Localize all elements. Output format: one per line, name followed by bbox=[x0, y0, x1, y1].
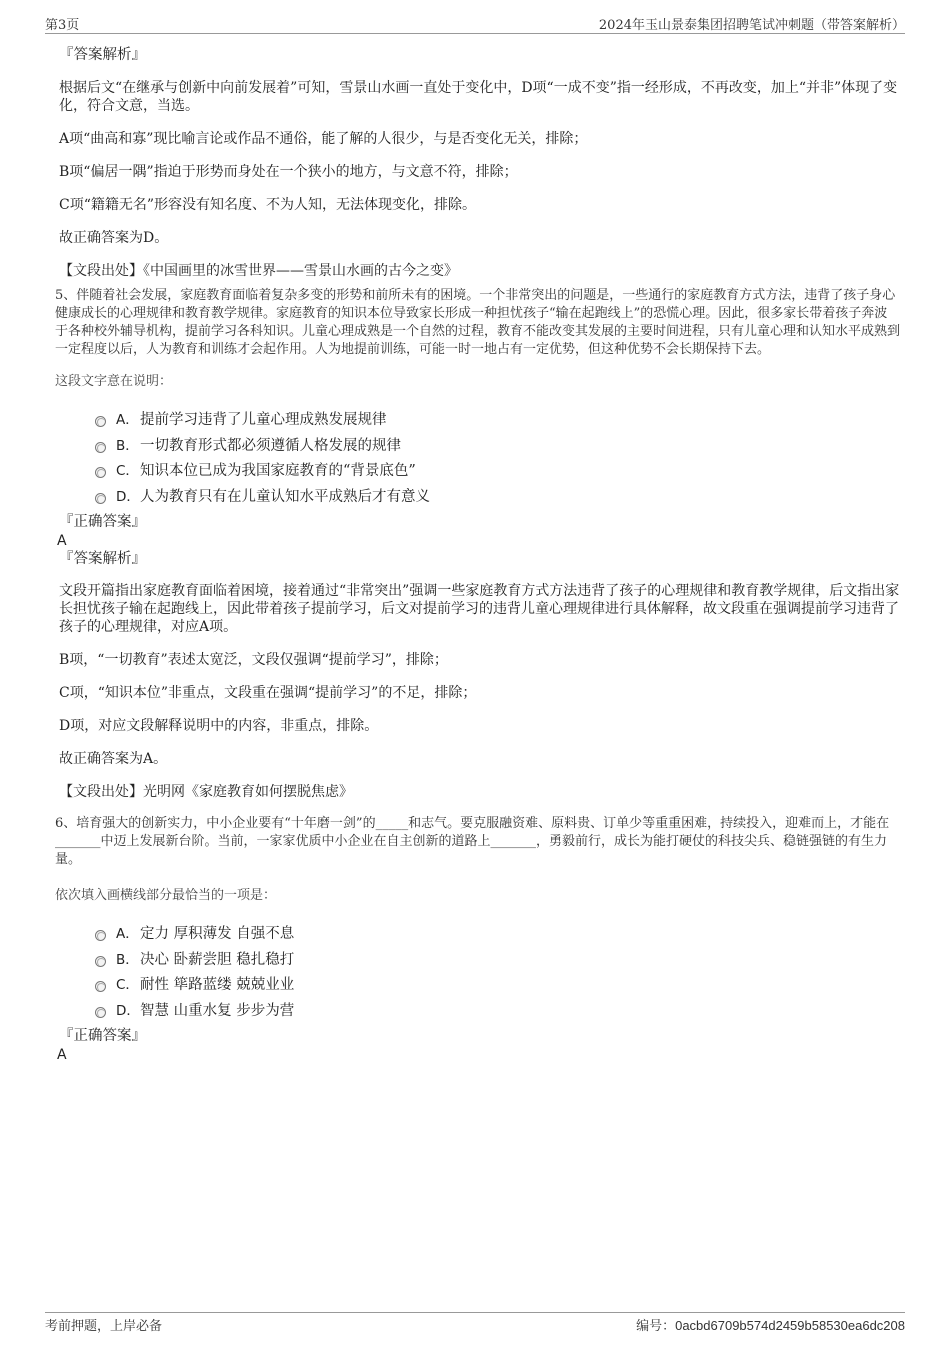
option-d[interactable]: D．智慧 山重水复 步步为营 bbox=[95, 1002, 900, 1028]
page-header bbox=[45, 14, 905, 34]
document-title: 2024年玉山景泰集团招聘笔试冲刺题（带答案解析） bbox=[598, 18, 905, 33]
option-list bbox=[95, 411, 900, 513]
correct-answer: A bbox=[57, 1047, 67, 1063]
question-prompt: 这段文字意在说明： bbox=[55, 374, 173, 389]
question-stem: 6、培育强大的创新实力，中小企业要有“十年磨一剑”的_____和志气。要克服融资难、原料贵、订单少等重重困难，持续投入，迎难而上，才能在_______中迈上发展新台阶。当前，一家家优质中小企业在自主创新的道路上_______，勇毅前行，成长为能打硬仗的科技尖兵、稳链强链的有生力量。 bbox=[55, 816, 890, 867]
analysis-paragraph: 根据后文“在继承与创新中向前发展着”可知，雪景山水画一直处于变化中，D项“一成不变”指一经形成，不再改变，加上“并非”体现了变化，符合文意，当选。 bbox=[59, 80, 898, 114]
analysis-conclusion: 故正确答案为D。 bbox=[59, 230, 169, 246]
correct-answer-tag: 『正确答案』 bbox=[59, 1028, 146, 1044]
radio-button[interactable] bbox=[95, 981, 106, 992]
footer-slogan: 考前押题，上岸必备 bbox=[45, 1319, 163, 1334]
page-number: 第3页 bbox=[45, 18, 80, 33]
option-list bbox=[95, 925, 900, 1027]
analysis-conclusion: 故正确答案为A。 bbox=[59, 751, 168, 767]
option-b[interactable]: B．决心 卧薪尝胆 稳扎稳打 bbox=[95, 951, 900, 977]
analysis-option-c: C项，“知识本位”非重点，文段重在强调“提前学习”的不足，排除； bbox=[59, 685, 477, 701]
option-d[interactable]: D．人为教育只有在儿童认知水平成熟后才有意义 bbox=[95, 488, 900, 514]
correct-answer-tag: 『正确答案』 bbox=[59, 514, 146, 530]
page-footer bbox=[45, 1312, 905, 1334]
analysis-tag: 『答案解析』 bbox=[59, 551, 146, 567]
blank-2: _______ bbox=[55, 834, 101, 849]
analysis-option-c: C项“籍籍无名”形容没有知名度、不为人知，无法体现变化，排除。 bbox=[59, 197, 477, 213]
source-citation: 【文段出处】光明网《家庭教育如何摆脱焦虑》 bbox=[59, 784, 353, 800]
radio-button[interactable] bbox=[95, 416, 106, 427]
source-citation: 【文段出处】《中国画里的冰雪世界——雪景山水画的古今之变》 bbox=[59, 263, 458, 279]
radio-button[interactable] bbox=[95, 467, 106, 478]
analysis-option-b: B项，“一切教育”表述太宽泛，文段仅强调“提前学习”，排除； bbox=[59, 652, 448, 668]
option-c[interactable]: C．耐性 筚路蓝缕 兢兢业业 bbox=[95, 976, 900, 1002]
analysis-option-b: B项“偏居一隅”指迫于形势而身处在一个狭小的地方，与文意不符，排除； bbox=[59, 164, 518, 180]
option-a[interactable]: A．定力 厚积薄发 自强不息 bbox=[95, 925, 900, 951]
document-code: 编号：0acbd6709b574d2459b58530ea6dc208 bbox=[636, 1318, 905, 1333]
blank-3: _______ bbox=[490, 834, 537, 849]
question-stem: 5、伴随着社会发展，家庭教育面临着复杂多变的形势和前所未有的困境。一个非常突出的问题是，一些通行的家庭教育方式方法，违背了孩子身心健康成长的心理规律和教育教学规律。家庭教育的知识本位导致家长形成一种担忧孩子“输在起跑线上”的恐慌心理。因此，很多家长带着孩子奔波于各种校外辅导机构，提前学习各科知识。儿童心理成熟是一个自然的过程，教育不能改变其发展的主要时间进程，只有儿童心理和认知水平成熟到一定程度以后，人为教育和训练才会起作用。人为地提前训练，可能一时一地占有一定优势，但这种优势不会长期保持下去。 bbox=[55, 288, 901, 357]
page-content bbox=[55, 46, 900, 1064]
blank-1: _____ bbox=[375, 816, 409, 831]
analysis-option-a: A项“曲高和寡”现比喻言论或作品不通俗，能了解的人很少，与是否变化无关，排除； bbox=[59, 131, 588, 147]
option-c[interactable]: C．知识本位已成为我国家庭教育的“背景底色” bbox=[95, 462, 900, 488]
option-a[interactable]: A．提前学习违背了儿童心理成熟发展规律 bbox=[95, 411, 900, 437]
radio-button[interactable] bbox=[95, 956, 106, 967]
option-b[interactable]: B．一切教育形式都必须遵循人格发展的规律 bbox=[95, 437, 900, 463]
analysis-option-d: D项，对应文段解释说明中的内容，非重点，排除。 bbox=[59, 718, 379, 734]
radio-button[interactable] bbox=[95, 930, 106, 941]
analysis-paragraph: 文段开篇指出家庭教育面临着困境，接着通过“非常突出”强调一些家庭教育方式方法违背了孩子的心理规律和教育教学规律，后文指出家长担忧孩子输在起跑线上，因此带着孩子提前学习，后文对提前学习的违背儿童心理规律进行具体解释，故文段重在强调提前学习违背了孩子的心理规律，对应A项。 bbox=[59, 583, 900, 635]
question-prompt: 依次填入画横线部分最恰当的一项是： bbox=[55, 888, 277, 903]
radio-button[interactable] bbox=[95, 1007, 106, 1018]
radio-button[interactable] bbox=[95, 493, 106, 504]
analysis-tag: 『答案解析』 bbox=[59, 47, 146, 63]
radio-button[interactable] bbox=[95, 442, 106, 453]
correct-answer: A bbox=[57, 533, 67, 549]
